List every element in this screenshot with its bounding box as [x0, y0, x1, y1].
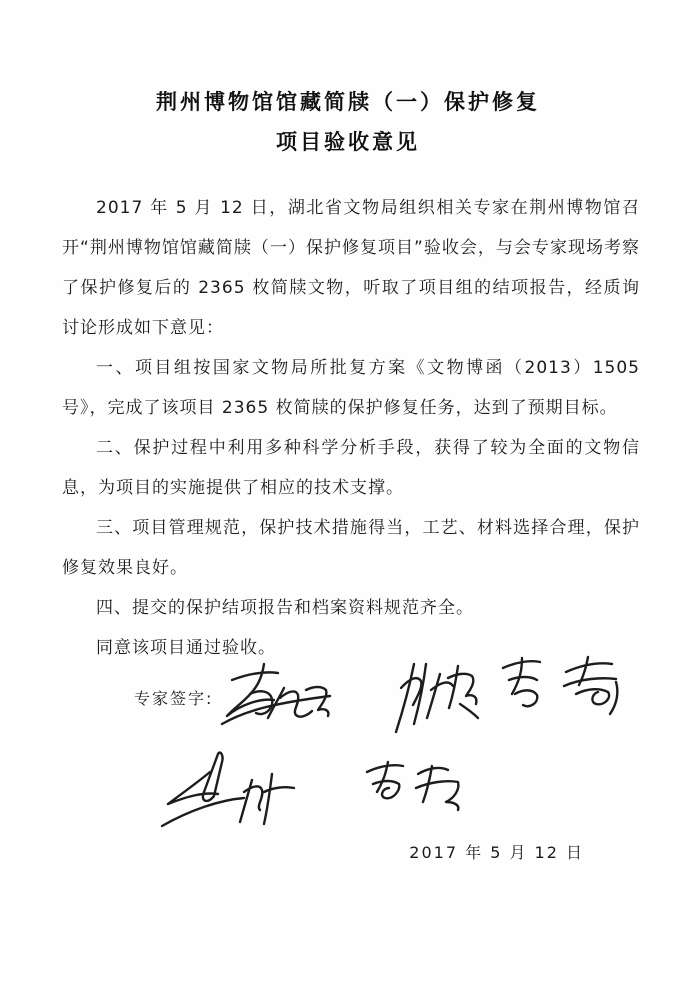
- handwritten-signature-3: [498, 652, 630, 724]
- paragraph-intro: 2017 年 5 月 12 日，湖北省文物局组织相关专家在荆州博物馆召开“荆州博物馆馆藏简牍（一）保护修复项目”验收会，与会专家现场考察了保护修复后的 2365 枚简牍文物，听取了项目组的结项报告，经质询讨论形成如下意见：: [62, 198, 640, 338]
- document-body: [62, 188, 640, 668]
- document-title: [0, 82, 696, 162]
- signature-area: [0, 640, 696, 870]
- paragraph-item-2: 二、保护过程中利用多种科学分析手段，获得了较为全面的文物信息，为项目的实施提供了相应的技术支撑。: [62, 438, 640, 498]
- paragraph-conclusion: 同意该项目通过验收。: [96, 638, 276, 658]
- signature-label: 专家签字:: [134, 689, 214, 708]
- handwritten-signature-2: [390, 656, 486, 744]
- handwritten-signature-4: [158, 746, 306, 838]
- title-line-1: 荆州博物馆馆藏简牍（一）保护修复: [156, 90, 540, 114]
- paragraph-item-1: 一、项目组按国家文物局所批复方案《文物博函（2013）1505 号》，完成了该项目 2365 枚简牍的保护修复任务，达到了预期目标。: [62, 358, 640, 418]
- document-date: 2017 年 5 月 12 日: [409, 843, 584, 862]
- handwritten-signature-5: [360, 758, 472, 816]
- handwritten-signature-1: [218, 658, 336, 744]
- title-line-2: 项目验收意见: [276, 130, 420, 154]
- paragraph-item-3: 三、项目管理规范，保护技术措施得当，工艺、材料选择合理，保护修复效果良好。: [62, 518, 640, 578]
- paragraph-item-4: 四、提交的保护结项报告和档案资料规范齐全。: [96, 598, 474, 618]
